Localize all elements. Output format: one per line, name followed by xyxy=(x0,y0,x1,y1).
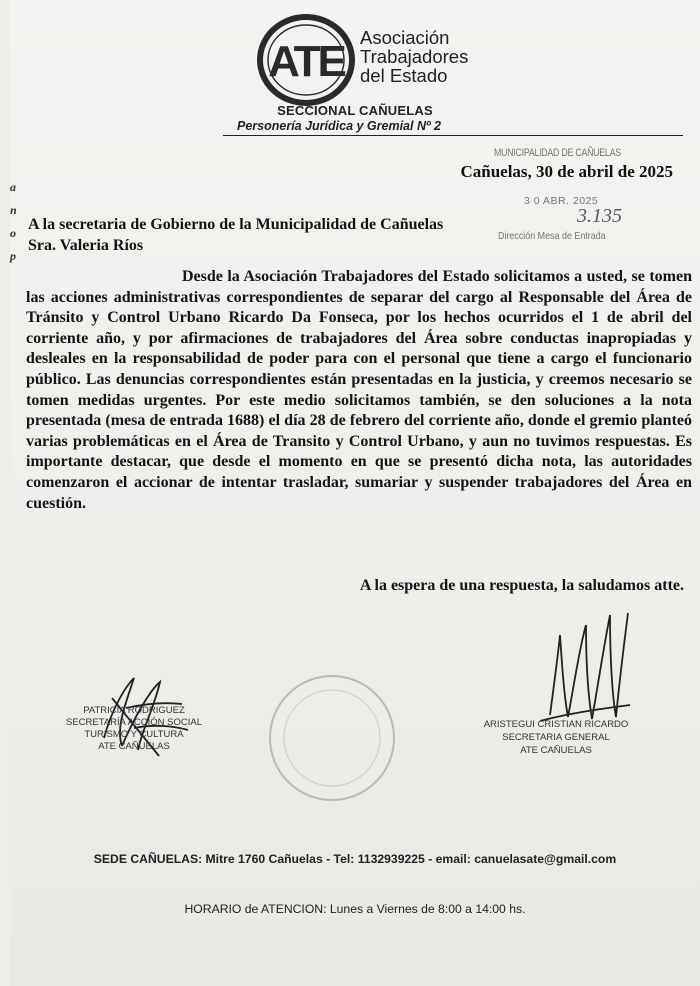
header-divider xyxy=(223,135,683,136)
footer-contact: SEDE CAÑUELAS: Mitre 1760 Cañuelas - Tel: 1132939225 - email: canuelasate@gmail.com xyxy=(93,852,617,866)
signer-role: SECRETARÍA ACCIÓN SOCIAL xyxy=(65,717,203,728)
ate-logo-icon xyxy=(257,14,355,106)
recipient-line: A la secretaria de Gobierno de la Municipalidad de Cañuelas xyxy=(28,216,444,233)
seccional-title: SECCIONAL CAÑUELAS xyxy=(277,103,433,118)
edge-mark: ɑ xyxy=(10,180,16,194)
recipient-name: Sra. Valeria Ríos xyxy=(28,237,144,254)
letter-date: Cañuelas, 30 de abril de 2025 xyxy=(460,162,673,181)
signer-org: ATE CAÑUELAS xyxy=(98,741,170,752)
letter-body: Desde la Asociación Trabajadores del Estado solicitamos a usted, se tomen las acciones administrativas correspondientes de separar del cargo al Responsable del Área de Tránsito y Control Urbano Ricardo Da Fonseca, por los hechos ocurridos el 1 de abril del corriente año, y por afirmaciones de trabajadores del Área sobre conductas inapropiadas y desleales en la responsabilidad de poder para con el personal que tiene a cargo el funcionario público. Las denuncias correspondientes están presentadas en la justicia, y creemos necesario se tomen medidas urgentes. Por este medio solicitamos también, se den soluciones a la nota presentada (mesa de entrada 1688) el día 28 de febrero del corriente año, donde el gremio planteó varias problemáticas en el Área de Transito y Control Urbano, y aun no tuvimos respuestas. Es importante destacar, que desde el momento en que se presentó dicha nota, las autoridades comenzaron el accionar de intentar trasladar, sumariar y suspender trabajadores del Área en cuestión. xyxy=(26,268,692,512)
letter-page xyxy=(10,0,700,986)
signer-role: TURISMO Y CULTURA xyxy=(84,729,184,740)
org-name-line: del Estado xyxy=(360,65,448,86)
stamp-office: Dirección Mesa de Entrada xyxy=(498,230,606,242)
left-edge-marks xyxy=(10,180,22,272)
logo-text: ATE xyxy=(268,37,344,86)
signer-name: ARISTEGUI CRISTIAN RICARDO xyxy=(483,719,629,730)
org-name-line: Asociación xyxy=(360,27,450,48)
footer-hours: HORARIO de ATENCION: Lunes a Viernes de 8:00 a 14:00 hs. xyxy=(184,902,526,916)
signature-right-icon xyxy=(530,605,640,735)
org-name-line: Trabajadores xyxy=(360,46,469,67)
stamp-number: 3.135 xyxy=(577,205,622,227)
signer-name: PATRICIA RODRIGUEZ xyxy=(83,705,185,716)
signature-right-text xyxy=(476,718,636,757)
signer-org: ATE CAÑUELAS xyxy=(520,745,592,756)
personeria-subtitle: Personería Jurídica y Gremial Nº 2 xyxy=(237,119,441,133)
edge-mark: n xyxy=(10,203,17,217)
stamp-municipality: MUNICIPALIDAD DE CAÑUELAS xyxy=(494,147,621,159)
org-name xyxy=(360,28,468,85)
signer-role: SECRETARIA GENERAL xyxy=(502,732,610,743)
edge-mark: p xyxy=(10,249,16,263)
stamp-date: 3 0 ABR. 2025 xyxy=(524,195,599,207)
letter-closing: A la espera de una respuesta, la saludamos atte. xyxy=(359,577,684,594)
signature-left-text xyxy=(64,705,204,753)
recipient-block xyxy=(28,214,443,256)
edge-mark: o xyxy=(10,226,16,240)
round-seal-icon xyxy=(262,668,402,808)
reception-stamp xyxy=(480,140,660,250)
